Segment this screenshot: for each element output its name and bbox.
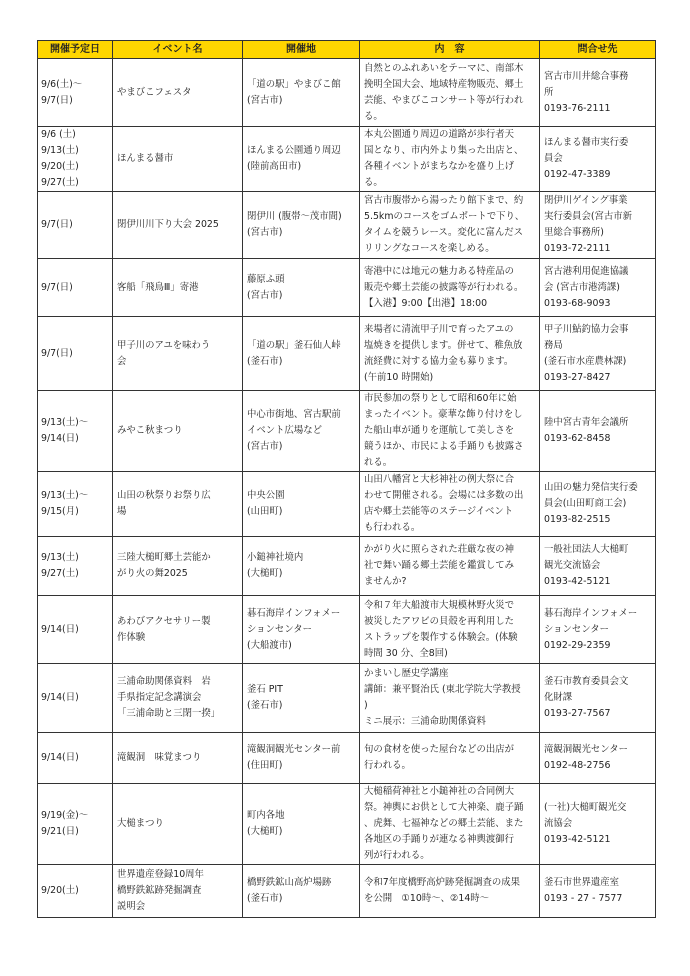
event-venue-line: (宮古市) (247, 94, 283, 106)
event-contact-line: 0192-47-3389 (544, 169, 611, 180)
event-contact-line: 釜石市教育委員会文 (544, 676, 629, 687)
event-date-line: 9/7(日) (41, 281, 73, 293)
event-contact (540, 259, 656, 317)
event-date (38, 733, 113, 784)
event-name-line: あわびアクセサリー製 (117, 615, 211, 627)
event-name-line: 場 (117, 506, 127, 517)
event-description-line: 【入港】9:00【出港】18:00 (364, 297, 488, 309)
event-description-line: 本丸公園通り周辺の道路が歩行者天 (364, 129, 515, 140)
event-name-line: 滝観洞 味覚まつり (117, 752, 202, 763)
event-name (113, 472, 243, 537)
table-row (38, 192, 656, 259)
event-description-line: ミニ展示：三浦命助関係資料 (364, 716, 486, 727)
event-description-line: 旬の食材を使った屋台などの出店が (364, 744, 515, 755)
event-description-line: る。 (364, 110, 383, 122)
event-contact (540, 537, 656, 596)
event-venue-line: 藤原ふ頭 (247, 273, 285, 285)
header-date: 開催予定日 (38, 41, 113, 59)
event-contact-line: 碁石海岸インフォメー (544, 607, 638, 619)
event-date-line: 9/6(土)～ (41, 78, 83, 90)
event-date (38, 317, 113, 391)
event-table (37, 40, 656, 918)
event-name (113, 59, 243, 127)
event-date (38, 865, 113, 918)
event-venue-line: (宮古市) (247, 289, 283, 301)
event-name-line: 作体験 (117, 631, 146, 643)
event-description-line: 競うほか、市民による手踊りも披露さ (364, 441, 524, 452)
event-contact-line: 甲子川鮎釣協力会事 (544, 323, 629, 335)
table-row (38, 664, 656, 733)
event-venue (243, 127, 360, 192)
event-description-line: リリングなコースを楽しめる。 (364, 243, 495, 254)
event-date-line: 9/27(土) (41, 568, 79, 579)
event-date (38, 192, 113, 259)
event-date-line: 9/14(日) (41, 623, 79, 635)
event-contact (540, 784, 656, 865)
event-description-line: 列が行われる。 (364, 850, 430, 861)
event-description-line: タイムを競うレース。変化に富んだス (364, 227, 524, 238)
event-description-line: 寄港中には地元の魅力ある特産品の (364, 265, 515, 277)
event-name-line: 世界遺産登録10周年 (117, 869, 204, 880)
header-venue: 開催地 (243, 41, 360, 59)
event-name (113, 192, 243, 259)
event-venue-line: 閉伊川 (腹帯～茂市間) (247, 211, 342, 222)
event-contact-line: ほんまる醤市実行委 (544, 137, 629, 148)
event-description-line: わせて開催される。会場には多数の出 (364, 490, 524, 501)
event-description-line: 大槌稲荷神社と小鎚神社の合同例大 (364, 786, 515, 797)
event-venue (243, 784, 360, 865)
event-venue-line: (陸前高田市) (247, 161, 302, 172)
event-description-line: 被災したアワビの貝殻を再利用した (364, 615, 515, 627)
table-row (38, 259, 656, 317)
event-venue-line: イベント広場など (247, 425, 323, 436)
table-row (38, 733, 656, 784)
event-contact (540, 391, 656, 472)
event-contact-line: 会 (宮古市港湾課) (544, 281, 620, 293)
event-contact (540, 317, 656, 391)
event-contact-line: 0192-48-2756 (544, 760, 611, 771)
event-name (113, 865, 243, 918)
event-contact-line: 実行委員会(宮古市新 (544, 211, 633, 222)
event-venue (243, 472, 360, 537)
event-name (113, 317, 243, 391)
table-row (38, 865, 656, 918)
event-date (38, 596, 113, 664)
event-date-line: 9/7(日) (41, 94, 73, 106)
event-date (38, 127, 113, 192)
event-date-line: 9/21(日) (41, 826, 79, 837)
event-schedule (37, 40, 655, 918)
event-name-line: 手県指定記念講演会 (117, 692, 202, 703)
event-date-line: 9/6 (土) (41, 129, 76, 140)
event-contact-line: 流協会 (544, 818, 573, 829)
table-row (38, 784, 656, 865)
table-row (38, 472, 656, 537)
event-name (113, 537, 243, 596)
event-description-line: (午前10 時開始) (364, 371, 434, 383)
event-name (113, 784, 243, 865)
event-venue-line: (釜石市) (247, 893, 283, 904)
event-contact (540, 472, 656, 537)
event-date-line: 9/13(土)～ (41, 417, 89, 428)
header-contact: 問合せ先 (540, 41, 656, 59)
event-description-line: 店や郷土芸能等のステージイベント (364, 506, 514, 517)
event-description-line: 芸能、やまびこコンサート等が行われ (364, 94, 524, 106)
event-description-line: 流経費に対する協力金も募ります。 (364, 355, 514, 367)
event-venue (243, 537, 360, 596)
event-name-line: 大槌まつり (117, 818, 164, 829)
event-contact-line: 一般社団法人大槌町 (544, 544, 629, 555)
event-contact-line: 山田の魅力発信実行委 (544, 482, 638, 493)
event-venue (243, 391, 360, 472)
table-row (38, 391, 656, 472)
event-venue (243, 596, 360, 664)
event-date-line: 9/27(土) (41, 177, 79, 188)
event-date-line: 9/7(日) (41, 347, 73, 359)
event-description (360, 733, 540, 784)
event-description-line: まったイベント。豪華な飾り付けをし (364, 409, 523, 420)
event-description-line: 来場者に清流甲子川で育ったアユの (364, 323, 514, 335)
event-venue-line: 中心市街地、宮古駅前 (247, 409, 341, 420)
event-venue-line: (宮古市) (247, 441, 283, 452)
event-contact (540, 192, 656, 259)
event-name-line: がり火の舞2025 (117, 568, 188, 579)
event-date-line: 9/20(土) (41, 885, 79, 896)
event-date-line: 9/19(金)～ (41, 810, 89, 821)
event-description-line: を公開 ①10時～、②14時～ (364, 893, 490, 904)
event-date (38, 537, 113, 596)
event-description-line: 祭。神輿にお供として大神楽、鹿子踊 (364, 802, 524, 813)
event-venue-line: 橋野鉄鉱山高炉場跡 (247, 877, 332, 888)
event-description-line: 令和７年大船渡市大規模林野火災で (364, 599, 515, 611)
event-contact-line: 滝観洞観光センター (544, 744, 629, 755)
event-name-line: 会 (117, 355, 127, 367)
event-venue (243, 192, 360, 259)
event-contact-line: 0193-42-5121 (544, 834, 611, 845)
event-venue-line: (釜石市) (247, 355, 283, 367)
event-venue (243, 733, 360, 784)
event-venue-line: ほんまる公園通り周辺 (247, 145, 341, 156)
event-contact-line: 0193-27-7567 (544, 708, 611, 719)
event-date (38, 472, 113, 537)
event-description-line: 時間 30 分、全8回) (364, 647, 448, 659)
event-description-line: 宮古市腹帯から湯ったり館下まで、約 (364, 195, 524, 206)
event-date (38, 391, 113, 472)
event-contact (540, 596, 656, 664)
event-name-line: 三浦命助関係資料 岩 (117, 676, 211, 687)
event-date-line: 9/13(土) (41, 145, 79, 156)
event-venue-line: (大船渡市) (247, 639, 292, 651)
event-description-line: ませんか? (364, 576, 407, 587)
event-description (360, 127, 540, 192)
event-name-line: 客船「飛鳥Ⅲ」寄港 (117, 281, 199, 293)
event-venue-line: 「道の駅」やまびこ館 (247, 78, 341, 90)
event-contact-line: ションセンター (544, 623, 610, 635)
event-contact-line: 0193 - 27 - 7577 (544, 893, 623, 904)
event-venue (243, 59, 360, 127)
event-description-line: 挽明全国大会、地域特産物販売、郷土 (364, 78, 524, 90)
event-date-line: 9/7(日) (41, 219, 73, 230)
event-date (38, 664, 113, 733)
event-name (113, 733, 243, 784)
event-name-line: 説明会 (117, 901, 146, 912)
header-content: 内 容 (360, 41, 540, 59)
event-description-line: 、虎舞、七福神などの郷土芸能、また (364, 818, 524, 829)
event-description-line: 各種イベントがまちなかを盛り上げ (364, 161, 515, 172)
event-venue-line: (住田町) (247, 760, 283, 771)
event-venue-line: 「道の駅」釜石仙人峠 (247, 339, 341, 351)
event-date (38, 259, 113, 317)
event-date-line: 9/14(日) (41, 752, 79, 763)
header-event-name: イベント名 (113, 41, 243, 59)
event-name (113, 596, 243, 664)
event-name (113, 127, 243, 192)
event-name-line: やまびこフェスタ (117, 86, 192, 98)
event-venue (243, 259, 360, 317)
event-contact-line: 0193-62-8458 (544, 433, 611, 444)
event-venue-line: (宮古市) (247, 227, 283, 238)
event-description-line: ストラップを製作する体験会。(体験 (364, 631, 518, 643)
event-venue-line: (釜石市) (247, 700, 283, 711)
event-venue-line: (大槌町) (247, 568, 283, 579)
event-description-line: 塩焼きを提供します。併せて、稚魚放 (364, 339, 523, 351)
event-name-line: 橋野鉄鉱跡発掘調査 (117, 885, 202, 896)
event-date-line: 9/13(土) (41, 552, 79, 563)
event-contact (540, 664, 656, 733)
event-description-line: 市民参加の祭りとして昭和60年に始 (364, 393, 517, 404)
event-description (360, 259, 540, 317)
event-description-line: 国となり、市内外より集った出店と、 (364, 145, 524, 156)
event-description (360, 596, 540, 664)
event-contact-line: (釜石市水産農林課) (544, 355, 627, 367)
event-contact (540, 733, 656, 784)
event-contact-line: 里総合事務所) (544, 227, 604, 238)
event-description-line: る。 (364, 177, 383, 188)
event-venue-line: 小鎚神社境内 (247, 552, 304, 563)
event-description-line: ) (364, 700, 368, 711)
event-description (360, 664, 540, 733)
event-name (113, 664, 243, 733)
event-venue (243, 664, 360, 733)
event-contact-line: 陸中宮古青年会議所 (544, 417, 629, 428)
event-description (360, 317, 540, 391)
event-contact-line: 宮古市川井総合事務 (544, 70, 629, 82)
event-contact-line: 0192-29-2359 (544, 639, 611, 651)
event-description-line: も行われる。 (364, 522, 421, 533)
event-description-line: 令和7年度橋野高炉跡発掘調査の成果 (364, 877, 520, 888)
event-name-line: 三陸大槌町郷土芸能か (117, 552, 211, 563)
event-description-line: た船山車が通りを運航して美しさを (364, 425, 515, 436)
event-date (38, 784, 113, 865)
event-date-line: 9/20(土) (41, 161, 79, 172)
event-venue (243, 865, 360, 918)
event-contact (540, 127, 656, 192)
event-date-line: 9/14(日) (41, 692, 79, 703)
table-row (38, 537, 656, 596)
header-row (38, 41, 656, 59)
event-venue-line: (大槌町) (247, 826, 283, 837)
event-name-line: ほんまる醤市 (117, 153, 174, 164)
table-row (38, 317, 656, 391)
event-contact-line: 員会(山田町商工会) (544, 498, 627, 509)
event-description-line: かがり火に照らされた荘厳な夜の神 (364, 544, 515, 555)
event-date-line: 9/15(月) (41, 506, 79, 517)
event-description (360, 784, 540, 865)
event-contact-line: 0193-42-5121 (544, 576, 611, 587)
event-description (360, 537, 540, 596)
event-description-line: 社で舞い踊る郷土芸能を鑑賞してみ (364, 560, 515, 571)
event-description (360, 865, 540, 918)
event-name-line: 山田の秋祭りお祭り広 (117, 490, 211, 501)
event-contact-line: 0193-82-2515 (544, 514, 611, 525)
event-contact-line: 化財課 (544, 692, 573, 703)
event-description-line: 自然とのふれあいをテーマに、南部木 (364, 62, 524, 74)
event-description-line: 販売や郷土芸能の披露等が行われる。 (364, 281, 524, 293)
event-contact (540, 865, 656, 918)
event-name-line: 「三浦命助と三閉一揆」 (117, 708, 221, 719)
table-row (38, 127, 656, 192)
event-name-line: 閉伊川川下り大会 2025 (117, 219, 219, 230)
event-contact-line: 0193-27-8427 (544, 371, 611, 383)
event-description (360, 192, 540, 259)
event-rows (38, 59, 656, 918)
event-contact-line: 宮古港利用促進協議 (544, 265, 629, 277)
event-venue-line: 碁石海岸インフォメー (247, 607, 341, 619)
event-venue-line: ションセンター (247, 623, 313, 635)
event-description-line: かまいし歴史学講座 (364, 668, 449, 679)
event-contact-line: 釜石市世界遺産室 (544, 877, 620, 888)
event-venue (243, 317, 360, 391)
event-description (360, 472, 540, 537)
event-description-line: 各地区の手踊りが連なる神輿渡御行 (364, 834, 515, 845)
table-row (38, 59, 656, 127)
table-row (38, 596, 656, 664)
event-venue-line: 中央公園 (247, 490, 285, 501)
event-contact-line: 観光交流協会 (544, 560, 601, 571)
event-venue-line: 釜石 PIT (247, 684, 283, 695)
event-name-line: 甲子川のアユを味わう (117, 339, 211, 351)
event-date-line: 9/14(日) (41, 433, 79, 444)
event-name-line: みやこ秋まつり (117, 425, 183, 436)
event-contact-line: 所 (544, 86, 554, 98)
event-venue-line: 滝観洞観光センター前 (247, 744, 341, 755)
event-description-line: 行われる。 (364, 760, 411, 771)
event-date (38, 59, 113, 127)
event-description-line: 5.5kmのコースをゴムボートで下り、 (364, 211, 525, 222)
event-description (360, 391, 540, 472)
event-description-line: 講師：兼平賢治氏 (東北学院大学教授 (364, 684, 521, 695)
event-contact-line: 務局 (544, 339, 563, 351)
event-name (113, 259, 243, 317)
event-description-line: れる。 (364, 457, 393, 468)
event-contact-line: 0193-68-9093 (544, 297, 611, 309)
event-contact-line: (一社)大槌町観光交 (544, 802, 627, 813)
event-contact-line: 0193-72-2111 (544, 243, 611, 254)
event-name (113, 391, 243, 472)
event-venue-line: 町内各地 (247, 810, 285, 821)
event-contact-line: 閉伊川ゲイング事業 (544, 195, 628, 206)
event-date-line: 9/13(土)～ (41, 490, 89, 501)
event-description (360, 59, 540, 127)
event-venue-line: (山田町) (247, 506, 283, 517)
event-contact-line: 0193-76-2111 (544, 102, 611, 114)
event-contact-line: 員会 (544, 153, 563, 164)
event-contact (540, 59, 656, 127)
event-description-line: 山田八幡宮と大杉神社の例大祭に合 (364, 474, 515, 485)
